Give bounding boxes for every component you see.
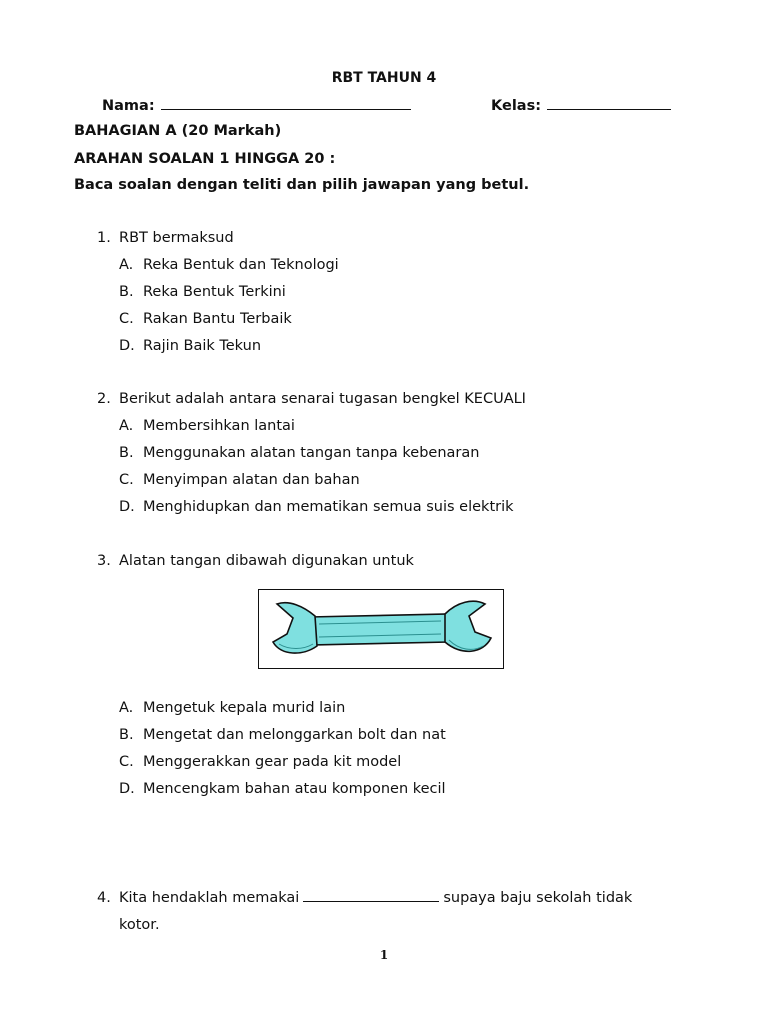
option-text: Menghidupkan dan mematikan semua suis elektrik [143, 499, 514, 515]
option-letter: A. [119, 418, 134, 434]
q1-option-a[interactable] [119, 257, 339, 273]
option-text: Mencengkam bahan atau komponen kecil [143, 781, 446, 797]
option-letter: D. [119, 781, 135, 797]
option-letter: D. [119, 338, 135, 354]
option-text: Reka Bentuk dan Teknologi [143, 257, 339, 273]
page-number: 1 [379, 948, 389, 962]
option-letter: A. [119, 257, 134, 273]
question-text: Berikut adalah antara senarai tugasan bengkel KECUALI [119, 391, 526, 407]
question-text-before: Kita hendaklah memakai [119, 890, 300, 906]
option-letter: C. [119, 311, 134, 327]
option-letter: B. [119, 284, 134, 300]
arahan-heading: ARAHAN SOALAN 1 HINGGA 20 : [74, 151, 336, 167]
option-letter: D. [119, 499, 135, 515]
q2-option-b[interactable] [119, 445, 479, 461]
q2-option-a[interactable] [119, 418, 295, 434]
option-text: Reka Bentuk Terkini [143, 284, 286, 300]
kelas-line [547, 96, 671, 110]
question-number: 2. [97, 391, 111, 407]
option-text: Menggunakan alatan tangan tanpa kebenaran [143, 445, 480, 461]
option-letter: B. [119, 727, 134, 743]
q1-option-d[interactable] [119, 338, 261, 354]
kelas-label: Kelas: [491, 98, 541, 114]
option-text: Rakan Bantu Terbaik [143, 311, 292, 327]
question-4 [97, 889, 632, 906]
wrench-image-box [258, 589, 504, 669]
instruction-text: Baca soalan dengan teliti dan pilih jawapan yang betul. [74, 177, 530, 193]
q1-option-c[interactable] [119, 311, 292, 327]
option-text: Mengetuk kepala murid lain [143, 700, 346, 716]
answer-blank[interactable] [303, 889, 439, 902]
q2-option-c[interactable] [119, 472, 360, 488]
q3-option-c[interactable] [119, 754, 401, 770]
nama-label: Nama: [102, 98, 155, 114]
question-3 [97, 553, 414, 569]
section-heading: BAHAGIAN A (20 Markah) [74, 123, 282, 139]
question-text: Alatan tangan dibawah digunakan untuk [119, 553, 414, 569]
option-letter: B. [119, 445, 134, 461]
question-text: RBT bermaksud [119, 230, 234, 246]
nama-field[interactable] [102, 96, 411, 114]
question-text-after: supaya baju sekolah tidak [443, 890, 633, 906]
option-text: Mengetat dan melonggarkan bolt dan nat [143, 727, 446, 743]
page-title: RBT TAHUN 4 [331, 70, 437, 86]
question-number: 3. [97, 553, 111, 569]
q1-option-b[interactable] [119, 284, 286, 300]
wrench-icon [259, 590, 502, 667]
q3-option-d[interactable] [119, 781, 446, 797]
question-2 [97, 391, 526, 407]
question-4-line2: kotor. [119, 917, 160, 933]
option-text: Rajin Baik Tekun [143, 338, 262, 354]
question-number: 4. [97, 890, 111, 906]
option-text: Menyimpan alatan dan bahan [143, 472, 360, 488]
question-1 [97, 230, 234, 246]
option-letter: A. [119, 700, 134, 716]
q3-option-a[interactable] [119, 700, 345, 716]
q2-option-d[interactable] [119, 499, 514, 515]
option-letter: C. [119, 472, 134, 488]
option-letter: C. [119, 754, 134, 770]
nama-line [161, 96, 411, 110]
q3-option-b[interactable] [119, 727, 446, 743]
option-text: Menggerakkan gear pada kit model [143, 754, 402, 770]
option-text: Membersihkan lantai [143, 418, 295, 434]
kelas-field[interactable] [491, 96, 671, 114]
question-number: 1. [97, 230, 111, 246]
